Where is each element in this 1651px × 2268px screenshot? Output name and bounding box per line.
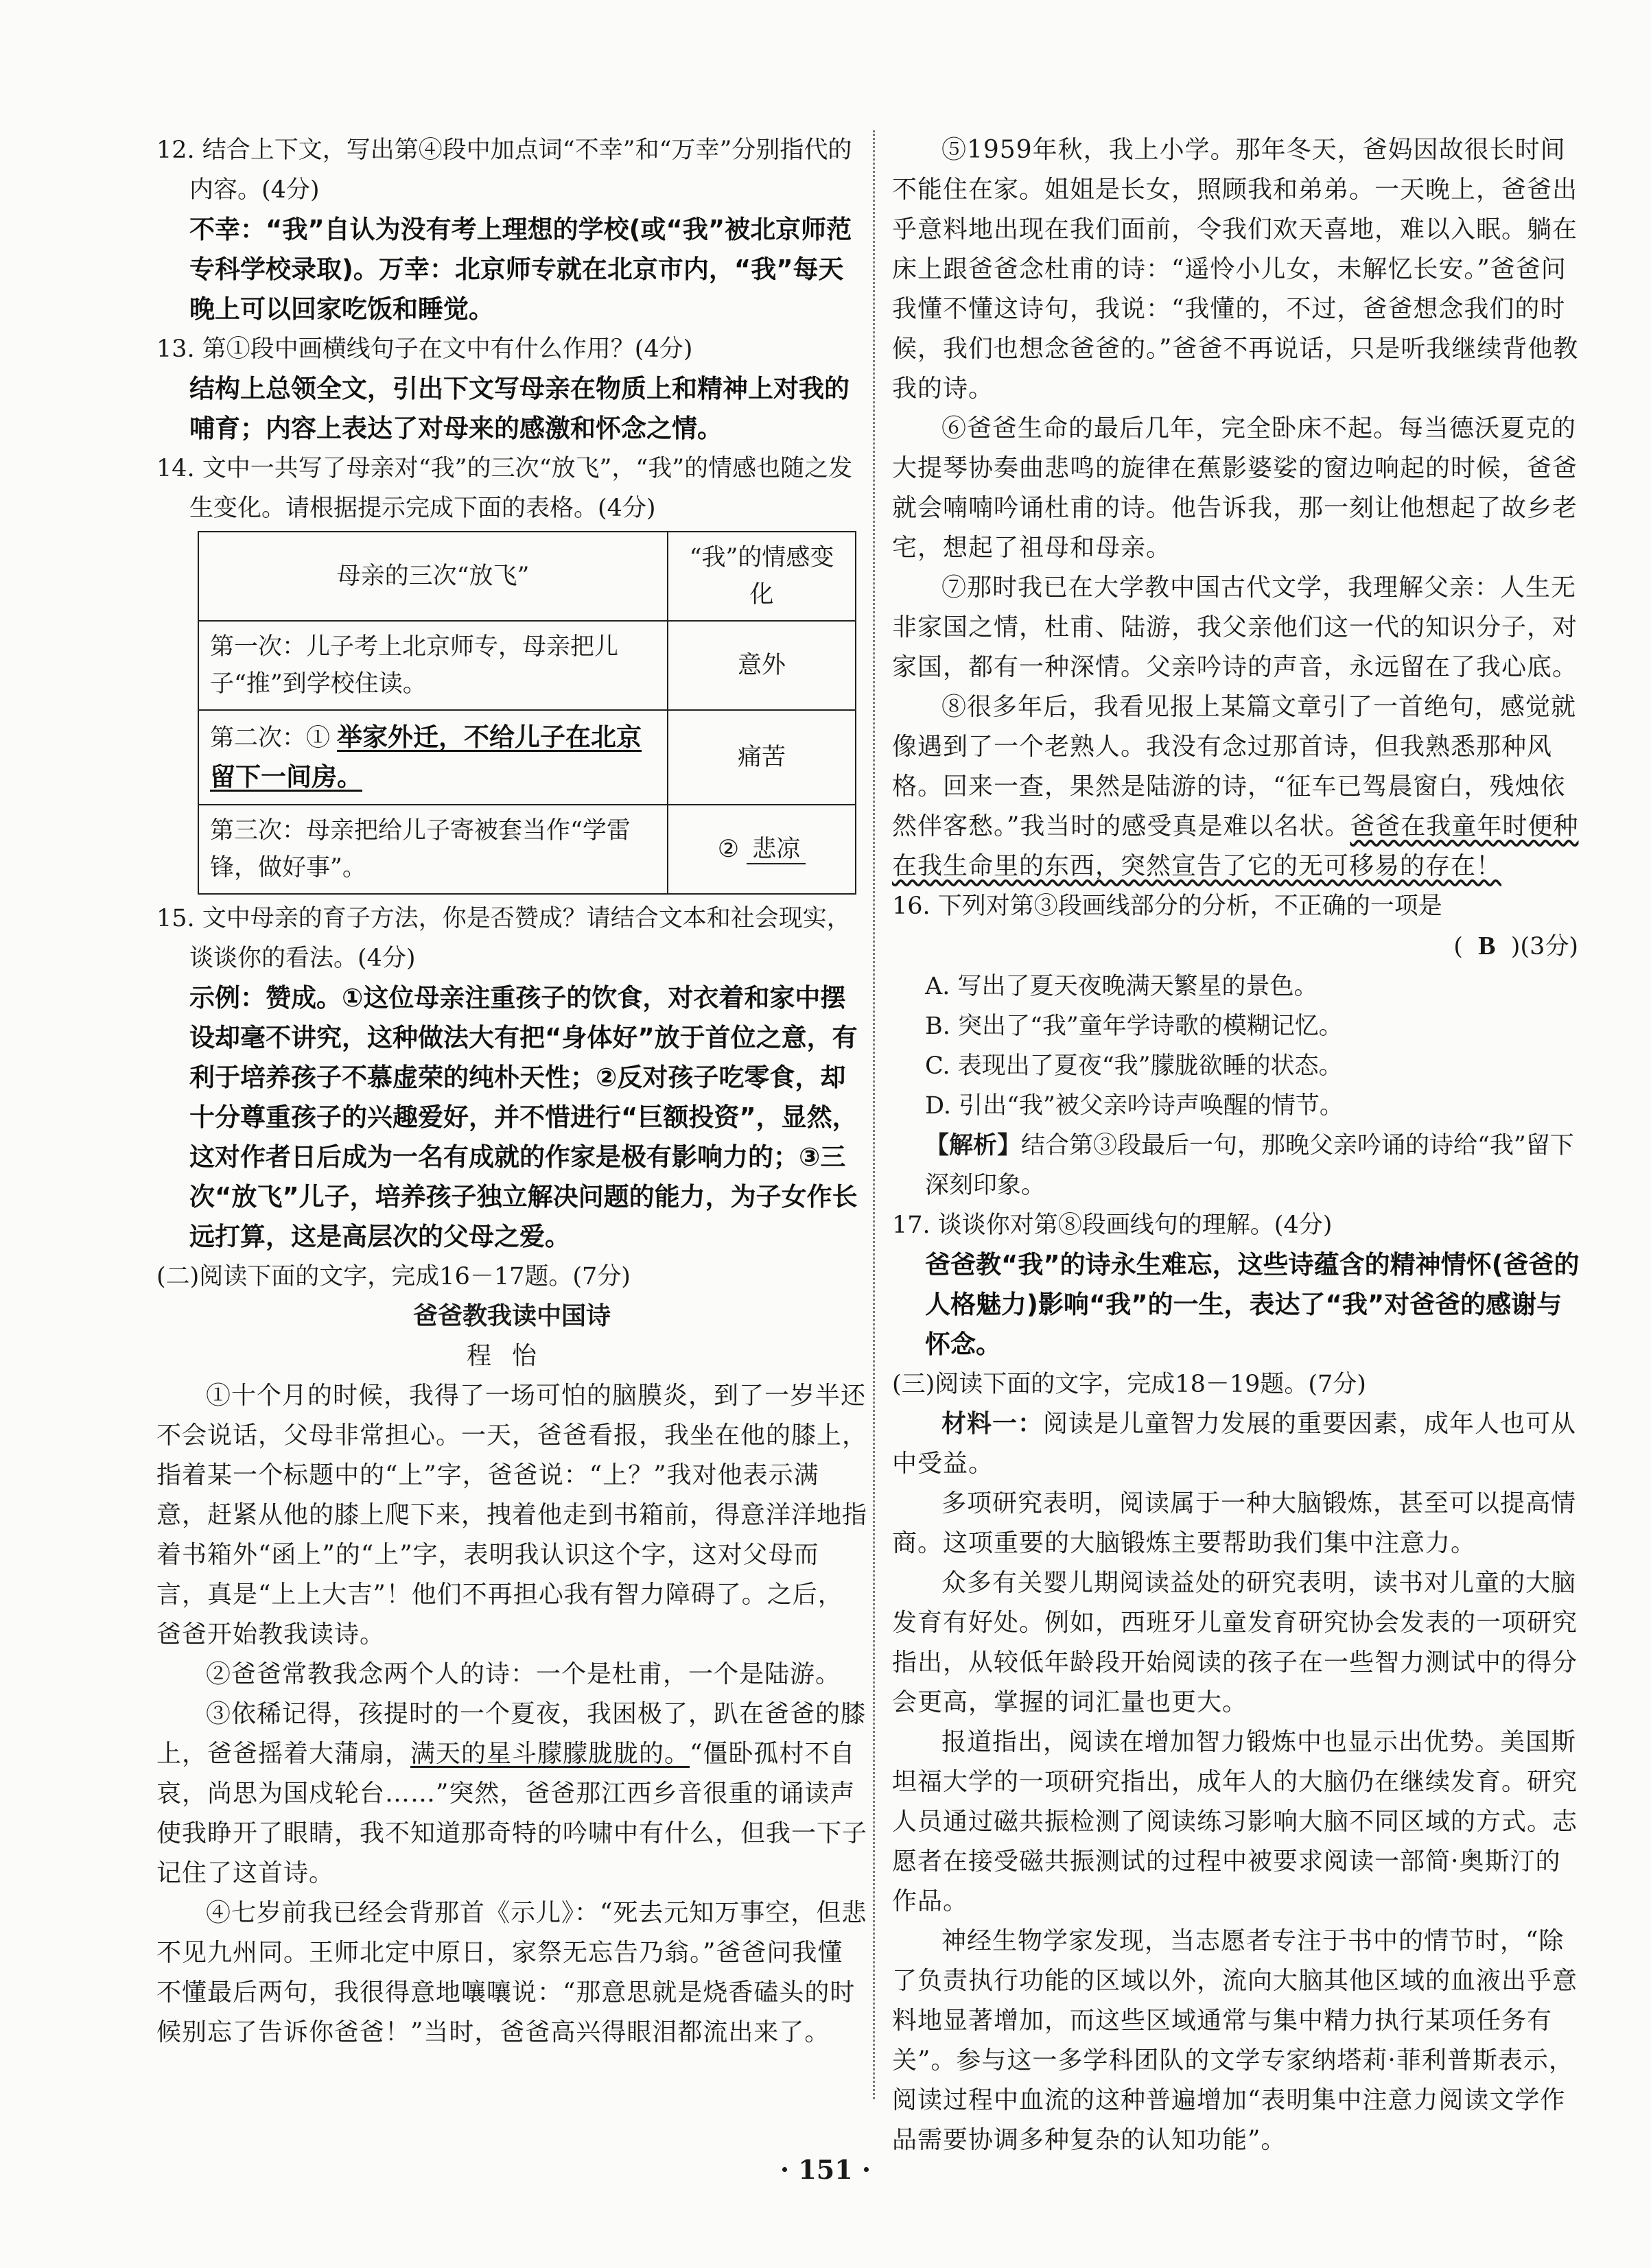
paragraph-8 [892,687,1585,886]
q16-stem: 16. 下列对第③段画线部分的分析，不正确的一项是 [892,893,1442,920]
table-cell [198,710,668,805]
q16-option-d: D. 引出“我”被父亲吟诗声唤醒的情节。 [925,1092,1344,1120]
table-row [198,710,856,805]
article-title: 爸爸教我读中国诗 [412,1302,611,1330]
paragraph-1: ①十个月的时候，我得了一场可怕的脑膜炎，到了一岁半还不会说话，父母非常担心。一天，爸爸看报，我坐在他的膝上，指着某一个标题中的“上”字，爸爸说：“上？”我对他表示满意，赶紧从他的膝上爬下来，拽着他走到书箱前，得意洋洋地指着书箱外“函上”的“上”字，表明我认识这个字，这对父母而言，真是“上上大吉”！他们不再担心我有智力障碍了。之后，爸爸开始教我读诗。 [156,1382,868,1649]
row2-prefix: 第二次：① [210,724,331,752]
page-number: · 151 · [780,2154,871,2185]
material-1-label: 材料一： [941,1410,1044,1438]
q16-option-b: B. 突出了“我”童年学诗歌的模糊记忆。 [925,1013,1343,1040]
q16-option-a: A. 写出了夏天夜晚满天繁星的景色。 [925,973,1318,1000]
material-1-paragraph: 多项研究表明，阅读属于一种大脑锻炼，甚至可以提高情商。这项重要的大脑锻炼主要帮助我们集中注意力。 [892,1489,1577,1557]
material-1-paragraph: 众多有关婴儿期阅读益处的研究表明，读书对儿童的大脑发育有好处。例如，西班牙儿童发育研究协会发表的一项研究指出，从较低年龄段开始阅读的孩子在一些智力测试中的得分会更高，掌握的词汇量也更大。 [892,1569,1578,1716]
table-cell: 痛苦 [668,710,856,805]
paragraph-8-underlined: 爸爸在我童年时便种在我生命里的东西，突然宣告了它的无可移易的存在！ [892,812,1579,880]
table-row [198,805,856,894]
table-header-cell: 母亲的三次“放飞” [198,532,668,621]
q13-answer: 结构上总领全文，引出下文写母亲在物质上和精神上对我的哺育；内容上表达了对母来的感激和怀念之情。 [189,374,850,443]
section-3-heading: (三)阅读下面的文字，完成18－19题。(7分) [892,1371,1366,1398]
section-2-heading: (二)阅读下面的文字，完成16－17题。(7分) [156,1263,631,1290]
paragraph-6: ⑥爸爸生命的最后几年，完全卧床不起。每当德沃夏克的大提琴协奏曲悲鸣的旋律在蕉影婆娑的窗边响起的时候，爸爸就会喃喃吟诵杜甫的诗。他告诉我，那一刻让他想起了故乡老宅，想起了祖母和母亲。 [892,414,1578,562]
material-1-paragraph: 报道指出，阅读在增加智力锻炼中也显示出优势。美国斯坦福大学的一项研究指出，成年人的大脑仍在继续发育。研究人员通过磁共振检测了阅读练习影响大脑不同区域的方式。志愿者在接受磁共振测试的过程中被要求阅读一部简·奥斯汀的作品。 [892,1728,1578,1915]
q16-answer: B [1478,932,1496,960]
paragraph-7: ⑦那时我已在大学教中国古代文学，我理解父亲：人生无非家国之情，杜甫、陆游，我父亲他们这一代的知识分子，对家国，都有一种深情。父亲吟诗的声音，永远留在了我心底。 [892,574,1578,681]
material-1-paragraph: 神经生物学家发现，当志愿者专注于书中的情节时，“除了负责执行功能的区域以外，流向大脑其他区域的血液出乎意料地显著增加，而这些区域通常与集中精力执行某项任务有关”。参与这一多学科团队的文学专家纳塔莉·菲利普斯表示，阅读过程中血流的这种普遍增加“表明集中注意力阅读文学作品需要协调多种复杂的认知功能”。 [892,1927,1578,2154]
table-header-cell: “我”的情感变化 [668,532,856,621]
paragraph-4: ④七岁前我已经会背那首《示儿》：“死去元知万事空，但悲不见九州同。王师北定中原日，家祭无忘告乃翁。”爸爸问我懂不懂最后两句，我很得意地嚷嚷说：“那意思就是烧香磕头的时候别忘了告诉你爸爸！”当时，爸爸高兴得眼泪都流出来了。 [156,1899,867,2046]
q14-stem: 14. 文中一共写了母亲对“我”的三次“放飞”，“我”的情感也随之发生变化。请根据提示完成下面的表格。(4分) [156,455,853,522]
paragraph-8-part-a: ⑧很多年后，我看见报上某篇文章引了一首绝句，感觉就像遇到了一个老熟人。我没有念过那首诗，但我熟悉那种风格。回来一查，果然是陆游的诗，“征车已驾晨窗白，残烛依然伴客愁。”我当时的感受真是难以名状。 [892,693,1577,840]
q16-explanation [892,1126,1585,1205]
left-column [156,130,867,2053]
q12-stem: 12. 结合上下文，写出第④段中加点词“不幸”和“万幸”分别指代的内容。(4分) [156,137,852,204]
paragraph-3-part-b: “僵卧孤村不自哀，尚思为国戍轮台……”突然，爸爸那江西乡音很重的诵读声使我睁开了眼睛，我不知道那奇特的吟啸中有什么，但我一下子记住了这首诗。 [156,1740,868,1887]
paragraph-3-part-a: ③依稀记得，孩提时的一个夏夜，我困极了，趴在爸爸的膝上，爸爸摇着大蒲扇， [156,1700,867,1768]
paragraph-2: ②爸爸常教我念两个人的诗：一个是杜甫，一个是陆游。 [206,1660,841,1688]
paragraph-3 [156,1694,867,1893]
q17-answer: 爸爸教“我”的诗永生难忘，这些诗蕴含的精神情怀(爸爸的人格魅力)影响“我”的一生，表达了“我”对爸爸的感谢与怀念。 [925,1250,1580,1359]
table-cell: 第一次：儿子考上北京师专，母亲把儿子“推”到学校住读。 [198,621,668,710]
paragraph-5: ⑤1959年秋，我上小学。那年冬天，爸妈因故很长时间不能住在家。姐姐是长女，照顾我和弟弟。一天晚上，爸爸出乎意料地出现在我们面前，令我们欢天喜地，难以入眠。躺在床上跟爸爸念杜甫的诗：“遥怜小儿女，未解忆长安。”爸爸问我懂不懂这诗句，我说：“我懂的，不过，爸爸想念我们的时候，我们也想念爸爸的。”爸爸不再说话，只是听我继续背他教我的诗。 [892,136,1579,403]
article-author: 程怡 [466,1342,557,1370]
explanation-label: 【解析】 [925,1132,1022,1159]
q17-stem: 17. 谈谈你对第⑧段画线句的理解。(4分) [892,1212,1333,1239]
paragraph-3-underlined: 满天的星斗朦朦胧胧的。 [410,1740,690,1768]
table-cell: 第三次：母亲把给儿子寄被套当作“学雷锋，做好事”。 [198,805,668,894]
material-1-lead [892,1404,1585,1484]
row3-answer-blank: 悲凉 [747,836,806,864]
table-cell [668,805,856,894]
row2-answer-blank: 举家外迁，不给儿子在北京留下一间房。 [210,722,642,792]
q16-score: (3分) [1520,933,1578,960]
explanation-text: 结合第③段最后一句，那晚父亲吟诵的诗给“我”留下深刻印象。 [925,1132,1574,1199]
q16-option-c: C. 表现出了夏夜“我”朦胧欲睡的状态。 [925,1052,1343,1080]
q14-table [198,531,856,895]
column-divider [873,130,875,2099]
q15-stem: 15. 文中母亲的育子方法，你是否赞成？请结合文本和社会现实，谈谈你的看法。(4分) [156,905,851,972]
table-header-row [198,532,856,621]
right-column [892,130,1585,2160]
material-1-lead-text: 阅读是儿童智力发展的重要因素，成年人也可从中受益。 [892,1410,1577,1478]
q12-answer: 不幸：“我”自认为没有考上理想的学校(或“我”被北京师范专科学校录取)。万幸：北京师专就在北京市内，“我”每天晚上可以回家吃饭和睡觉。 [189,215,852,324]
q16-answer-line: ( B )(3分) [1453,932,1578,960]
row3-prefix: ② [717,836,740,863]
q15-answer: 示例：赞成。①这位母亲注重孩子的饮食，对衣着和家中摆设却毫不讲究，这种做法大有把“身体好”放于首位之意，有利于培养孩子不慕虚荣的纯朴天性；②反对孩子吃零食，却十分尊重孩子的兴趣爱好，并不惜进行“巨额投资”，显然，这对作者日后成为一名有成就的作家是极有影响力的；③三次“放飞”儿子，培养孩子独立解决问题的能力，为子女作长远打算，这是高层次的父母之爱。 [189,983,858,1251]
table-row [198,621,856,710]
q13-stem: 13. 第①段中画横线句子在文中有什么作用？(4分) [156,335,693,363]
table-cell: 意外 [668,621,856,710]
